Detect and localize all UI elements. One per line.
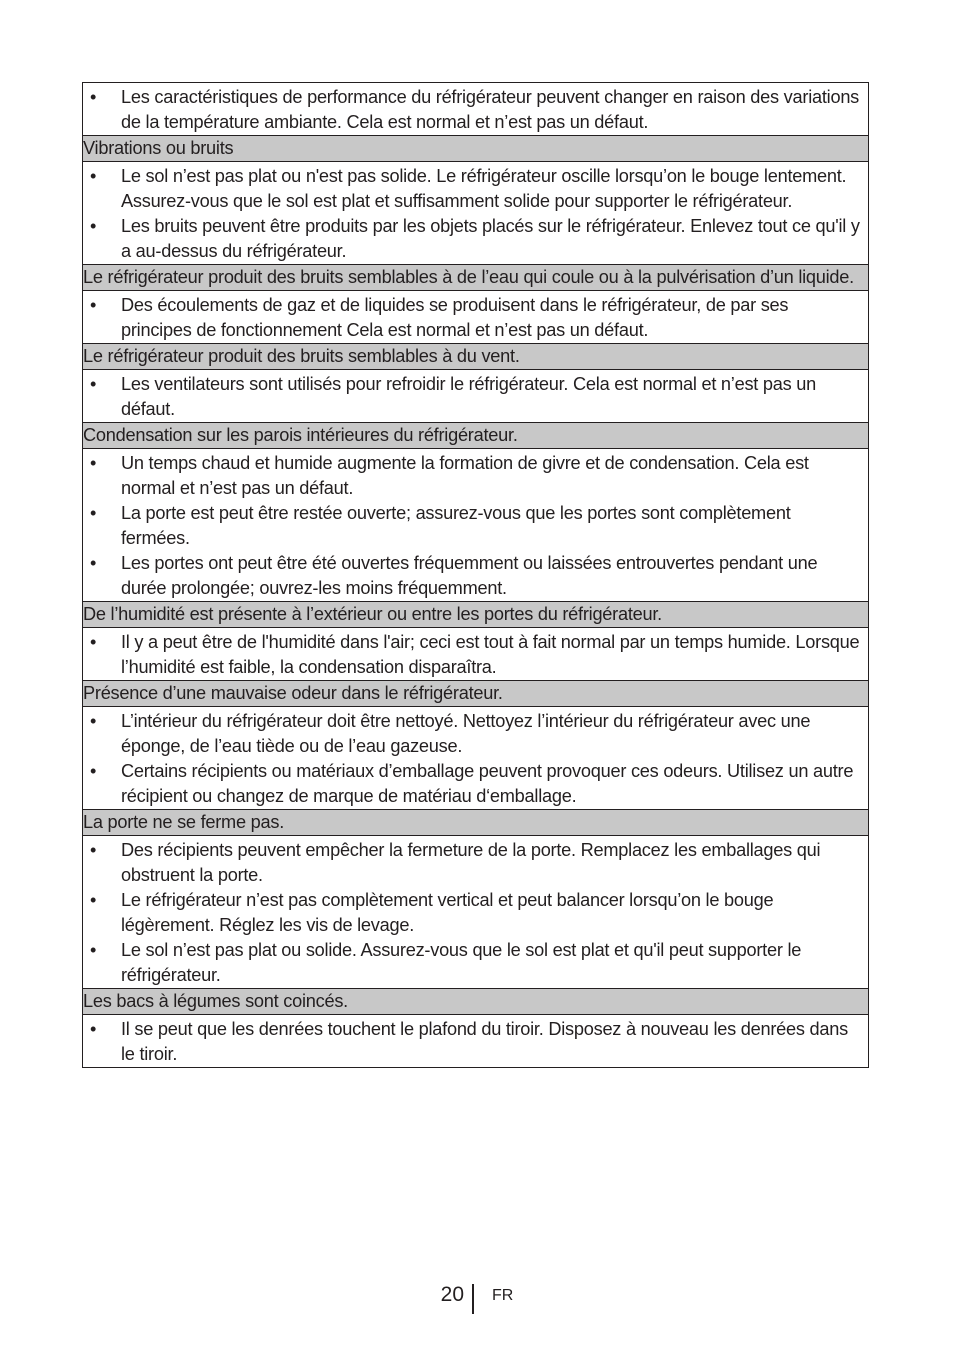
section-heading-row <box>83 136 869 162</box>
bullet-item: • Certains récipients ou matériaux d’emballage peuvent provoquer ces odeurs. Utilisez un autre récipient ou changez de marque de matériau d‘emballage. <box>83 759 868 809</box>
language-code: FR <box>492 1287 514 1304</box>
section-heading-row <box>83 265 869 291</box>
section-body-row <box>83 836 869 989</box>
section-body-row <box>83 162 869 265</box>
section-body-row <box>83 291 869 344</box>
bullet-list <box>83 291 868 343</box>
troubleshooting-table <box>82 82 869 1068</box>
section-heading-row <box>83 602 869 628</box>
section-heading: De l’humidité est présente à l’extérieur ou entre les portes du réfrigérateur. <box>83 602 869 628</box>
section-body-row <box>83 370 869 423</box>
bullet-item: • Les caractéristiques de performance du réfrigérateur peuvent changer en raison des variations de la température ambiante. Cela est normal et n’est pas un défaut. <box>83 85 868 135</box>
section-heading-row <box>83 989 869 1015</box>
bullet-list <box>83 628 868 680</box>
section-heading: Vibrations ou bruits <box>83 136 869 162</box>
section-heading-row <box>83 810 869 836</box>
bullet-list <box>83 83 868 135</box>
page-footer <box>0 1280 954 1320</box>
section-body-row <box>83 449 869 602</box>
bullet-item: • L’intérieur du réfrigérateur doit être nettoyé. Nettoyez l’intérieur du réfrigérateur avec une éponge, de l’eau tiède ou de l’eau gazeuse. <box>83 709 868 759</box>
section-heading-row <box>83 423 869 449</box>
section-body <box>83 83 869 136</box>
section-body <box>83 628 869 681</box>
bullet-list <box>83 162 868 264</box>
section-body-row <box>83 628 869 681</box>
section-heading: Le réfrigérateur produit des bruits semblables à de l’eau qui coule ou à la pulvérisation d’un liquide. <box>83 265 869 291</box>
bullet-list <box>83 1015 868 1067</box>
section-heading-row <box>83 344 869 370</box>
bullet-item: • Les ventilateurs sont utilisés pour refroidir le réfrigérateur. Cela est normal et n’est pas un défaut. <box>83 372 868 422</box>
bullet-item: • Le réfrigérateur n’est pas complètement vertical et peut balancer lorsqu’on le bouge légèrement. Réglez les vis de levage. <box>83 888 868 938</box>
bullet-item: • La porte est peut être restée ouverte; assurez-vous que les portes sont complètement fermées. <box>83 501 868 551</box>
section-body-row <box>83 83 869 136</box>
section-body <box>83 291 869 344</box>
section-heading-row <box>83 681 869 707</box>
section-body <box>83 162 869 265</box>
section-body <box>83 370 869 423</box>
footer-divider <box>472 1284 474 1314</box>
bullet-item: • Le sol n’est pas plat ou solide. Assurez-vous que le sol est plat et qu'il peut supporter le réfrigérateur. <box>83 938 868 988</box>
section-body <box>83 836 869 989</box>
section-heading: Le réfrigérateur produit des bruits semblables à du vent. <box>83 344 869 370</box>
bullet-item: • Des récipients peuvent empêcher la fermeture de la porte. Remplacez les emballages qui obstruent la porte. <box>83 838 868 888</box>
page-number: 20 <box>440 1283 464 1306</box>
section-body-row <box>83 707 869 810</box>
bullet-item: • Il se peut que les denrées touchent le plafond du tiroir. Disposez à nouveau les denrées dans le tiroir. <box>83 1017 868 1067</box>
section-heading: Condensation sur les parois intérieures du réfrigérateur. <box>83 423 869 449</box>
bullet-list <box>83 836 868 988</box>
section-body-row <box>83 1015 869 1068</box>
bullet-item: • Le sol n’est pas plat ou n'est pas solide. Le réfrigérateur oscille lorsqu’on le bouge lentement. Assurez-vous que le sol est plat et suffisamment solide pour supporter le réfrigérateur. <box>83 164 868 214</box>
bullet-item: • Des écoulements de gaz et de liquides se produisent dans le réfrigérateur, de par ses principes de fonctionnement Cela est normal et n’est pas un défaut. <box>83 293 868 343</box>
bullet-item: • Il y a peut être de l'humidité dans l'air; ceci est tout à fait normal par un temps humide. Lorsque l’humidité est faible, la condensation disparaîtra. <box>83 630 868 680</box>
section-body <box>83 1015 869 1068</box>
bullet-list <box>83 370 868 422</box>
bullet-item: • Un temps chaud et humide augmente la formation de givre et de condensation. Cela est normal et n’est pas un défaut. <box>83 451 868 501</box>
bullet-list <box>83 449 868 601</box>
bullet-item: • Les bruits peuvent être produits par les objets placés sur le réfrigérateur. Enlevez tout ce qu'il y a au-dessus du réfrigérateur. <box>83 214 868 264</box>
bullet-list <box>83 707 868 809</box>
section-heading: La porte ne se ferme pas. <box>83 810 869 836</box>
section-heading: Les bacs à légumes sont coincés. <box>83 989 869 1015</box>
bullet-item: • Les portes ont peut être été ouvertes fréquemment ou laissées entrouvertes pendant une durée prolongée; ouvrez-les moins fréquemment. <box>83 551 868 601</box>
section-body <box>83 707 869 810</box>
section-body <box>83 449 869 602</box>
section-heading: Présence d’une mauvaise odeur dans le réfrigérateur. <box>83 681 869 707</box>
